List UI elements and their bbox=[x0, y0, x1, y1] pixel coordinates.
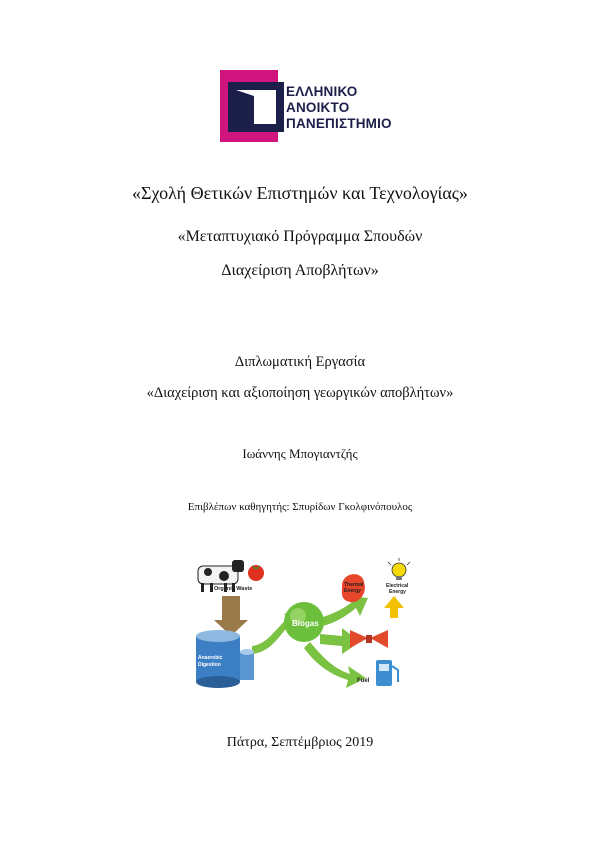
place-and-date: Πάτρα, Σεπτέμβριος 2019 bbox=[226, 735, 374, 750]
thesis-title: «Διαχείριση και αξιοποίηση γεωργικών αποβλήτων» bbox=[146, 385, 454, 401]
fuel-pump-icon bbox=[376, 660, 398, 686]
tomato-icon bbox=[248, 565, 264, 581]
program-name-line-1: «Μεταπτυχιακό Πρόγραμμα Σπουδών bbox=[177, 228, 423, 245]
light-bulb-icon bbox=[388, 558, 410, 580]
label-biogas: Biogas bbox=[292, 619, 319, 628]
biogas-illustration bbox=[192, 556, 418, 700]
author-name: Ιωάννης Μπογιαντζής bbox=[242, 446, 358, 461]
logo-wordmark bbox=[286, 84, 392, 132]
label-fuel: Fuel bbox=[357, 678, 370, 684]
program-name-line-2: Διαχείριση Αποβλήτων» bbox=[221, 262, 379, 279]
label-electrical-energy: Energy bbox=[389, 589, 406, 595]
logo-line-3: ΠΑΝΕΠΙΣΤΗΜΙΟ bbox=[286, 116, 392, 131]
supervisor: Επιβλέπων καθηγητής: Σπυρίδων Γκολφινόπουλος bbox=[187, 501, 413, 513]
label-anaerobic: Anaerobic bbox=[198, 655, 223, 661]
label-electrical: Electrical bbox=[386, 583, 409, 589]
turbine-icon bbox=[350, 630, 388, 648]
school-name: «Σχολή Θετικών Επιστημών και Τεχνολογίας» bbox=[132, 183, 468, 203]
logo-line-1: ΕΛΛΗΝΙΚΟ bbox=[286, 84, 358, 99]
label-digestion: Digestion bbox=[198, 662, 221, 668]
university-emblem-icon bbox=[214, 70, 286, 142]
label-thermal-energy: Energy bbox=[344, 588, 361, 594]
university-logo bbox=[214, 70, 404, 142]
label-thermal: Thermal bbox=[344, 582, 364, 588]
logo-line-2: ΑΝΟΙΚΤΟ bbox=[286, 100, 350, 115]
document-type: Διπλωματική Εργασία bbox=[234, 354, 366, 370]
label-organic-waste: Organic Waste bbox=[214, 586, 253, 592]
